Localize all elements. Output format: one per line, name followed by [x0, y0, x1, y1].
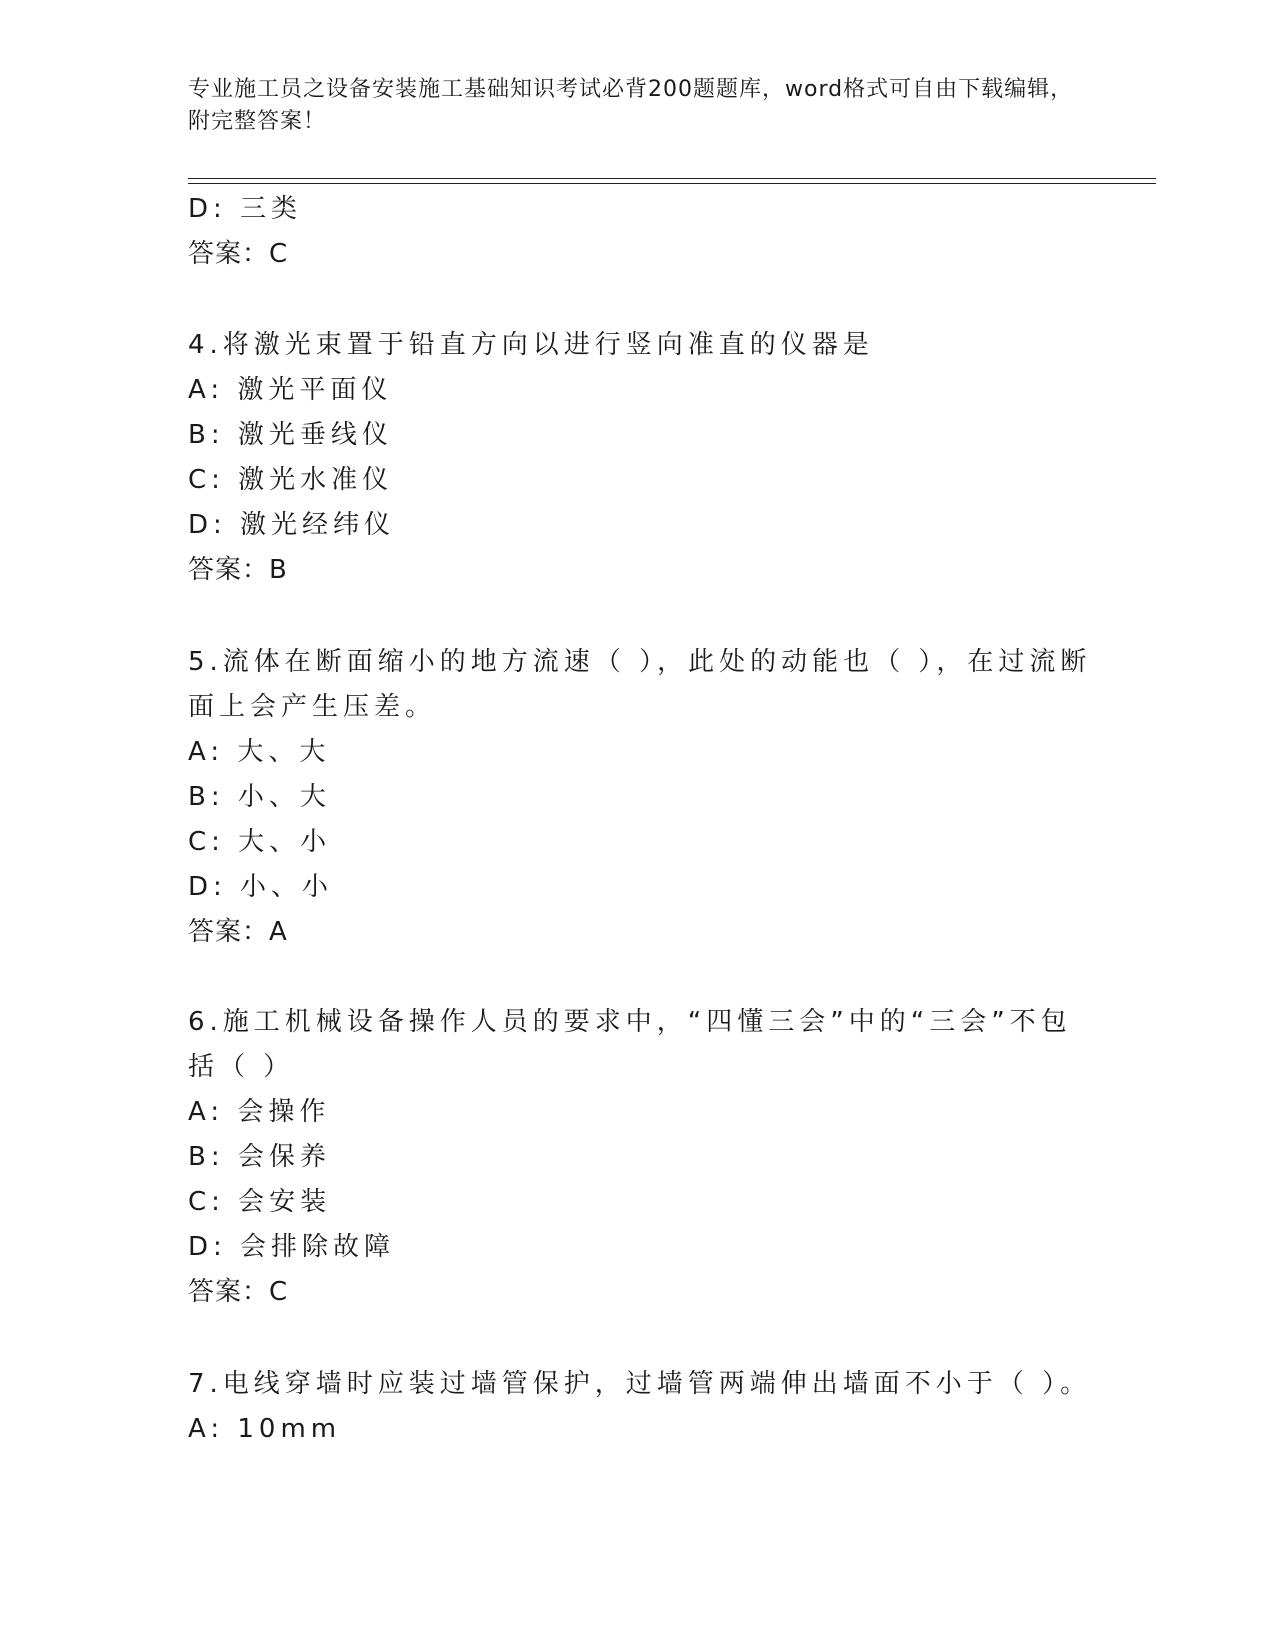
q4-answer: 答案：B	[188, 555, 288, 585]
q6-option-d: D: 会排除故障	[188, 1232, 396, 1262]
q6-answer: 答案：C	[188, 1277, 289, 1307]
q3-option-d: D: 三类	[188, 194, 303, 224]
q6-option-c: C: 会安装	[188, 1187, 332, 1217]
q5-stem-line2: 面上会产生压差。	[188, 692, 437, 722]
document-header: 专业施工员之设备安装施工基础知识考试必背200题题库，word格式可自由下载编辑，附完整答案！	[188, 77, 1074, 134]
header-divider-bottom	[188, 183, 1156, 184]
q5-option-c: C: 大、小	[188, 827, 332, 857]
q6-option-b: B: 会保养	[188, 1142, 331, 1172]
q7-option-a: A: 10mm	[188, 1414, 342, 1444]
q4-option-b: B: 激光垂线仪	[188, 420, 393, 450]
q6-stem-line1: 6.施工机械设备操作人员的要求中，“四懂三会”中的“三会”不包	[188, 1007, 1072, 1037]
q4-stem: 4.将激光束置于铅直方向以进行竖向准直的仪器是	[188, 330, 874, 360]
q4-option-a: A: 激光平面仪	[188, 375, 393, 405]
q7-stem: 7.电线穿墙时应装过墙管保护，过墙管两端伸出墙面不小于（ ）。	[188, 1369, 1092, 1399]
q5-option-b: B: 小、大	[188, 782, 331, 812]
q4-option-d: D: 激光经纬仪	[188, 510, 396, 540]
q6-stem-line2: 括（ ）	[188, 1052, 295, 1082]
q5-option-a: A: 大、大	[188, 737, 331, 767]
q3-answer: 答案：C	[188, 239, 289, 269]
q5-option-d: D: 小、小	[188, 872, 334, 902]
q5-answer: 答案：A	[188, 917, 288, 947]
q5-stem-line1: 5.流体在断面缩小的地方流速（ ），此处的动能也（ ），在过流断	[188, 647, 1092, 677]
q6-option-a: A: 会操作	[188, 1097, 331, 1127]
header-divider-top	[188, 178, 1156, 179]
q4-option-c: C: 激光水准仪	[188, 465, 394, 495]
